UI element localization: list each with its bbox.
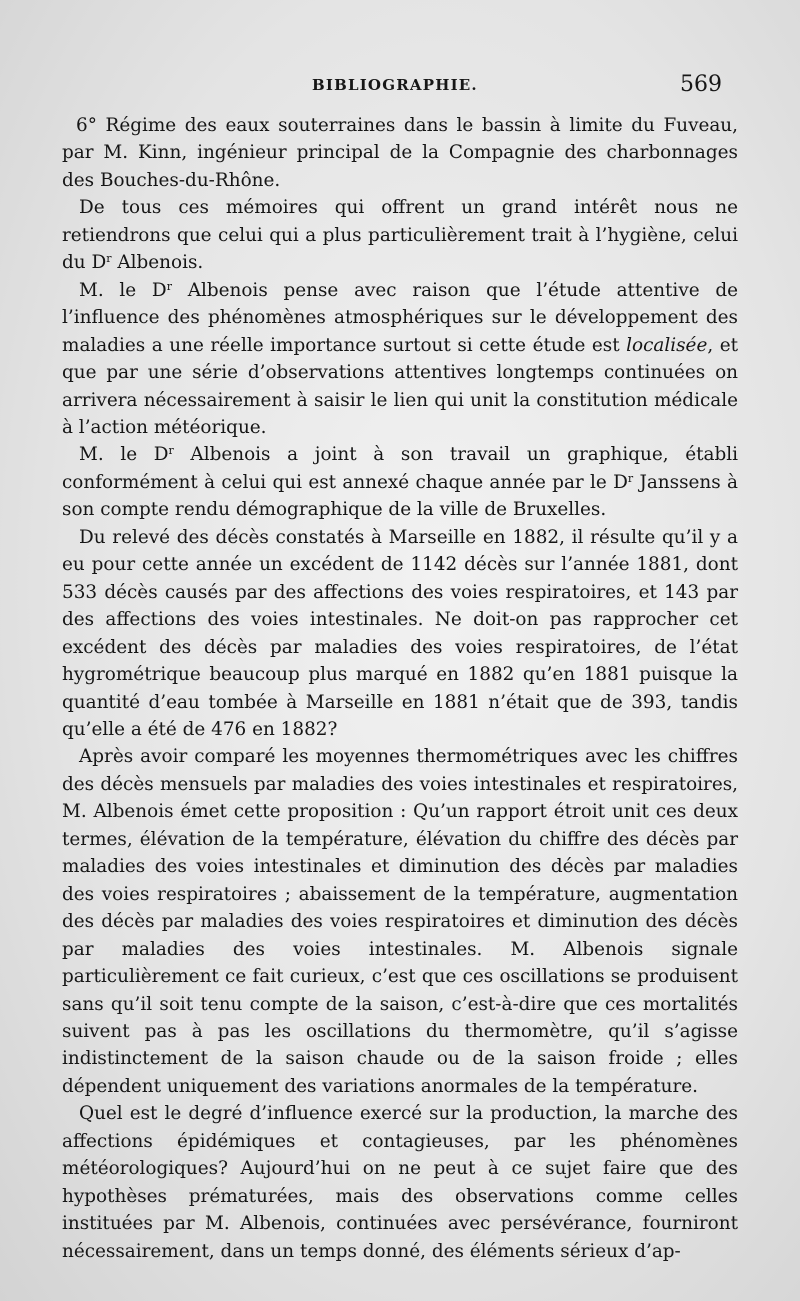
paragraph-influence-epidemies: Quel est le degré d’influence exercé sur la production, la marche des affections épidémiques et contagieuses, par les phénomènes météorologiques? Aujourd’hui on ne peut à ce sujet faire que des hypothèses prématurées, mais des observations comme celles instituées par M. Albenois, continuées avec persévérance, fourniront nécessairement, dans un temps donné, des éléments sérieux d’ap- <box>62 1103 738 1262</box>
running-title: BIBLIOGRAPHIE. <box>312 76 478 94</box>
body-text <box>62 112 738 1265</box>
page-number: 569 <box>680 72 722 97</box>
paragraph-graphique: M. le $D^r$ Albenois a joint à son travail un graphique, établi conformément à celui qui est annexé chaque année par le $D^r$ Janssens à son compte rendu démographique de la ville de Bruxelles. <box>62 444 738 521</box>
running-header <box>60 70 730 100</box>
paragraph-releve-deces: Du relevé des décès constatés à Marseille en 1882, il résulte qu’il y a eu pour cette année un excédent de 1142 décès sur l’année 1881, dont 533 décès causés par des affections des voies respiratoires, et 143 par des affections des voies intestinales. Ne doit-on pas rapprocher cet excédent des décès par maladies des voies respiratoires, de l’état hygrométrique beaucoup plus marqué en 1882 qu’en 1881 puisque la quantité d’eau tombée à Marseille en 1881 n’était que de 393, tandis qu’elle a été de 476 en 1882? <box>62 526 738 740</box>
paragraph-moyennes-thermometriques: Après avoir comparé les moyennes thermométriques avec les chiffres des décès mensuels par maladies des voies intestinales et respiratoires, M. Albenois émet cette proposition : Qu’un rapport étroit unit ces deux termes, élévation de la température, élévation du chiffre des décès par maladies des voies intestinales et diminution des décès par maladies des voies respiratoires ; abaissement de la température, augmentation des décès par maladies des voies respiratoires et diminution des décès par maladies des voies intestinales. M. Albenois signale particulièrement ce fait curieux, c’est que ces oscillations se produisent sans qu’il soit tenu compte de la saison, c’est-à-dire que ces mortalités suivent pas à pas les oscillations du thermomètre, qu’il s’agisse indistinctement de la saison chaude ou de la saison froide ; elles dépendent uniquement des variations anormales de la température. <box>62 746 738 1097</box>
paragraph-memoires: De tous ces mémoires qui offrent un grand intérêt nous ne retiendrons que celui qui a plus particulièrement trait à l’hygiène, celui du $D^r$ Albenois. <box>62 197 738 274</box>
paragraph-albenois-etude: M. le $D^r$ Albenois pense avec raison que l’étude attentive de l’influence des phénomènes atmosphériques sur le développement des maladies a une réelle importance surtout si cette étude est localisée, et que par une série d’observations attentives longtemps continuées on arrivera nécessairement à saisir le lien qui unit la constitution médicale à l’action météorique. <box>62 279 738 438</box>
paragraph-item-6: 6° Régime des eaux souterraines dans le bassin à limite du Fuveau, par M. Kinn, ingénieur principal de la Compagnie des charbonnages des Bouches-du-Rhône. <box>62 115 738 191</box>
